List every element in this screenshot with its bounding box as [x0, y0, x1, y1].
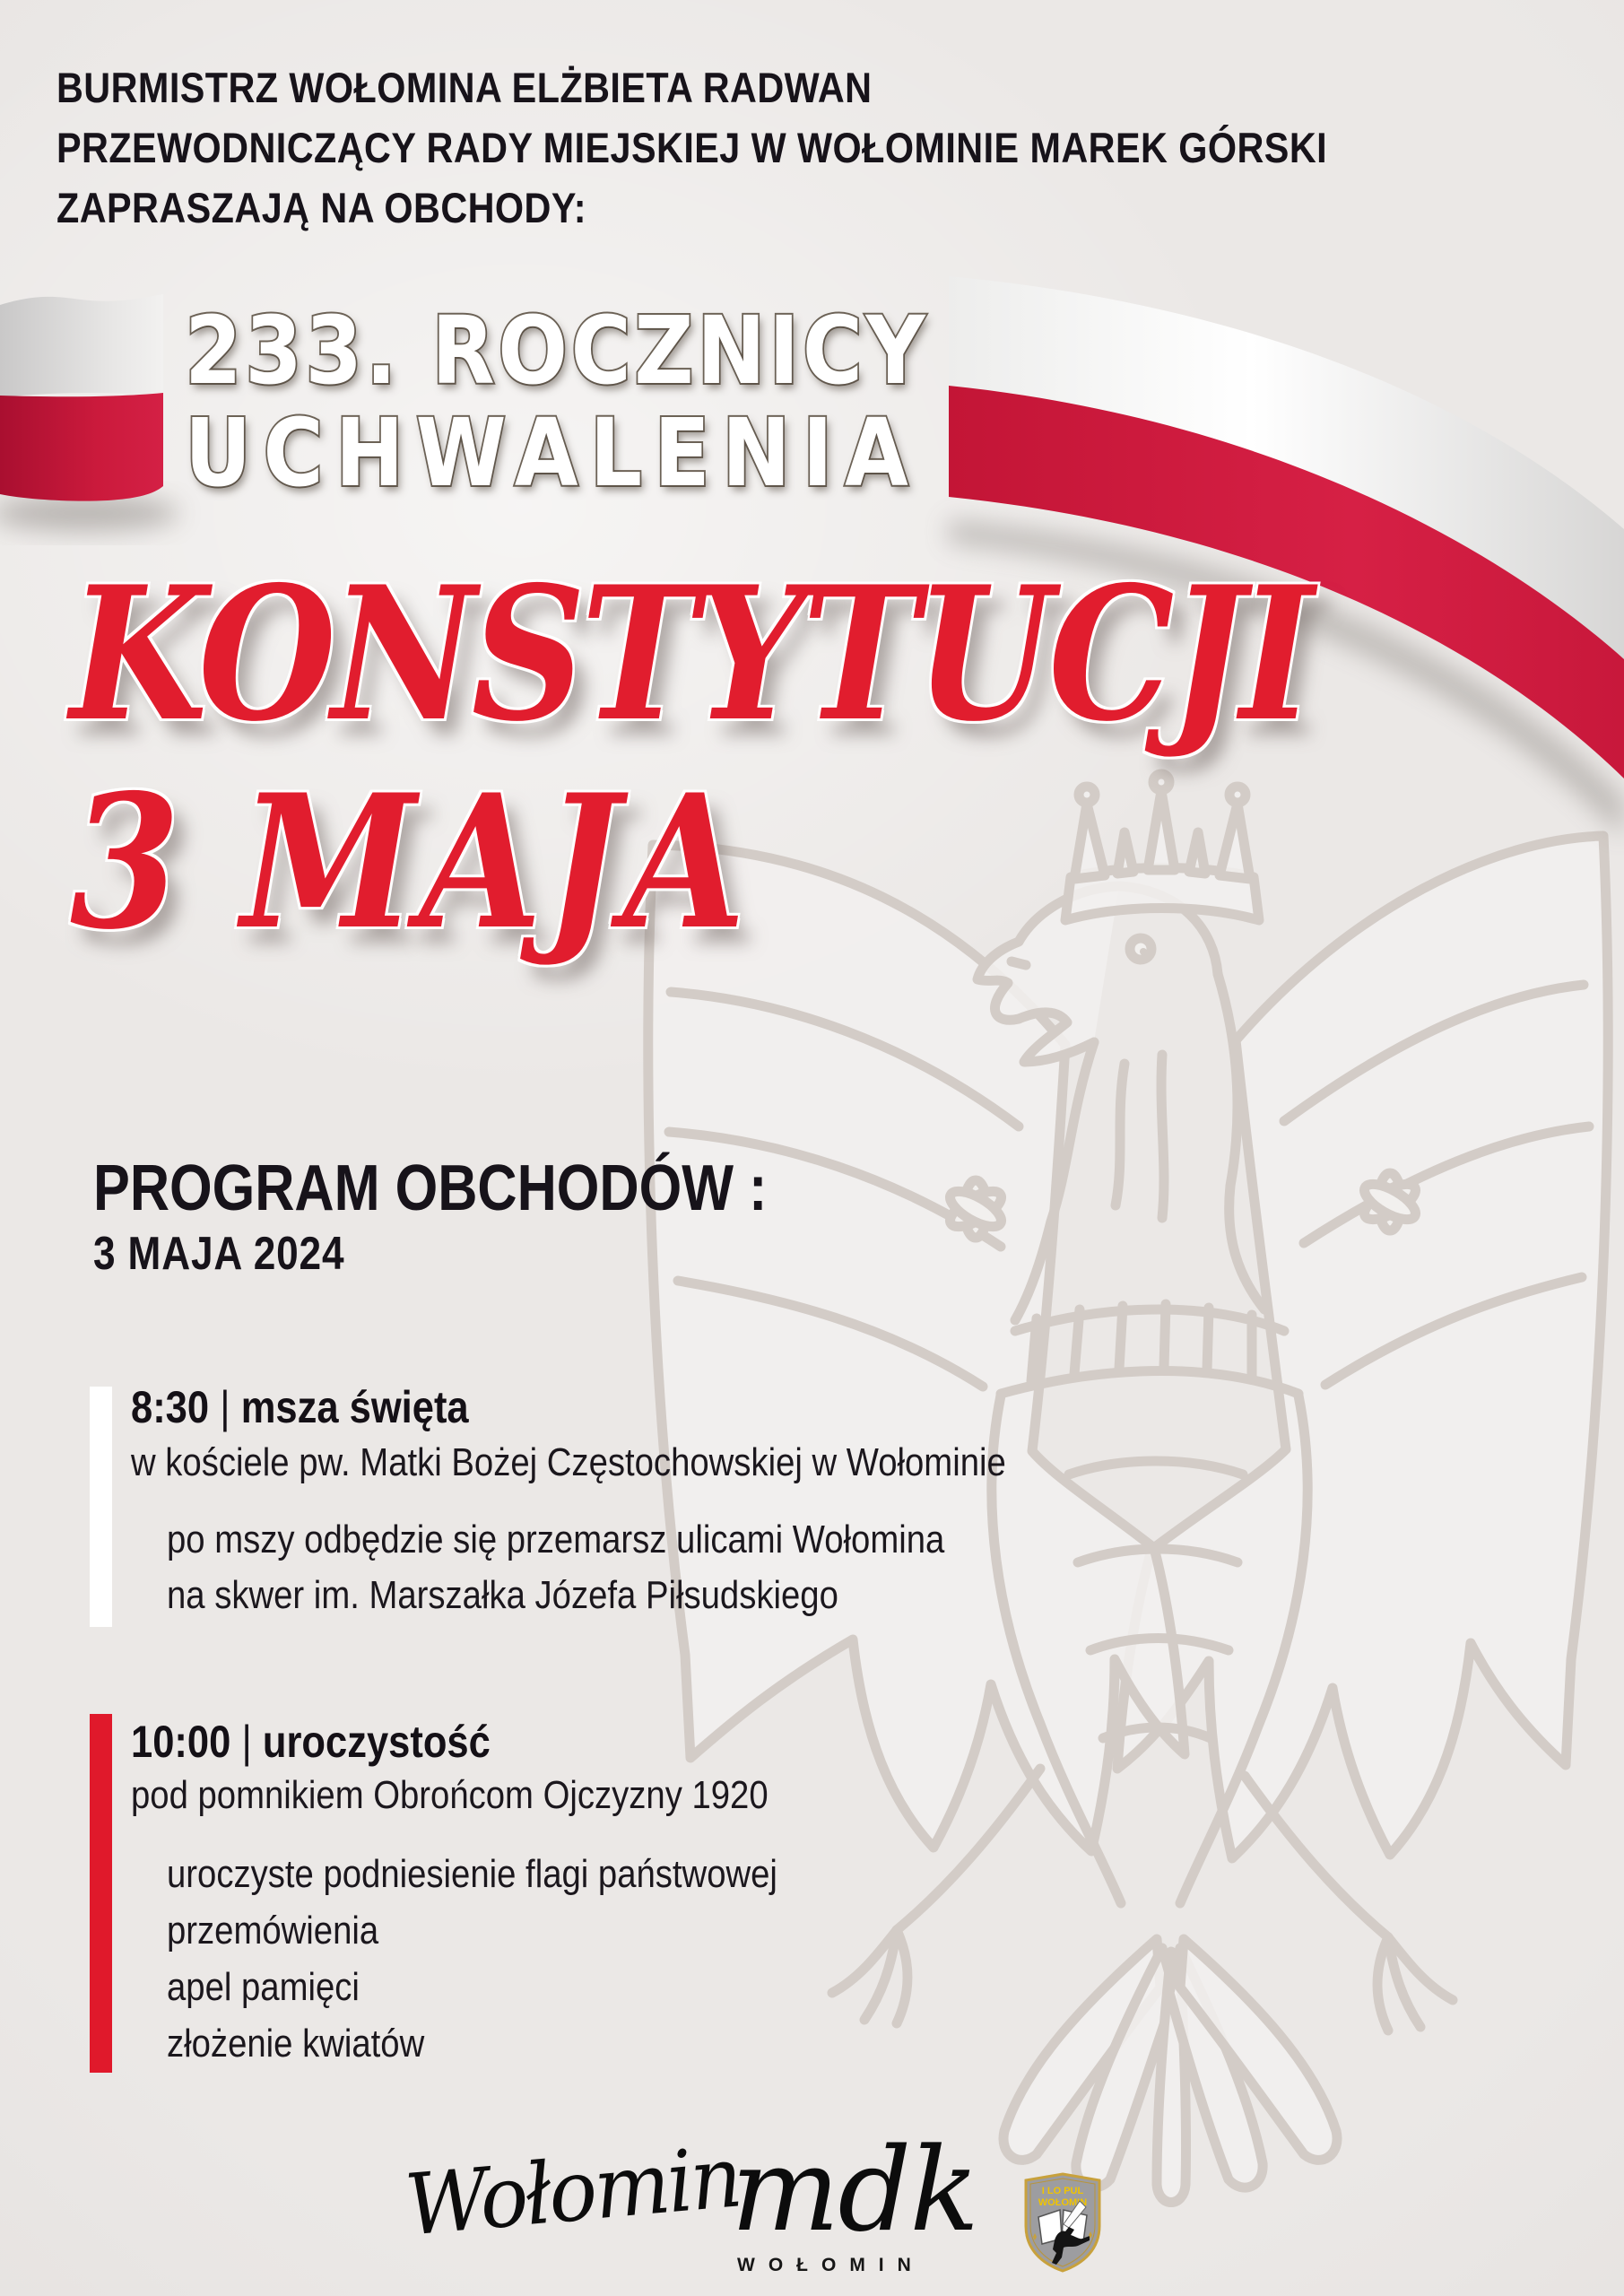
invitation-line: BURMISTRZ WOŁOMINA ELŻBIETA RADWAN [56, 64, 873, 111]
program-date: 3 MAJA 2024 [93, 1228, 345, 1280]
event-1-name: msza święta [240, 1382, 469, 1432]
anniversary-line-1: 233. ROCZNICY [185, 296, 929, 405]
mdk-logo-script: mdk [731, 2124, 977, 2257]
event-1-location: w kościele pw. Matki Bożej Częstochowskiej w Wołominie [131, 1440, 1006, 1484]
event-accent-bar-white [90, 1387, 112, 1627]
event-2-detail: przemówienia [167, 1909, 379, 1952]
event-1-separator: | [220, 1382, 230, 1432]
event-1-detail: po mszy odbędzie się przemarsz ulicami Wołomina [167, 1518, 945, 1561]
event-accent-bar-red [90, 1714, 112, 2073]
title-3-maja: 3 MAJA [70, 755, 749, 970]
event-2-detail: apel pamięci [167, 1965, 360, 2009]
invitation-line: PRZEWODNICZĄCY RADY MIEJSKIEJ W WOŁOMINIE MAREK GÓRSKI [56, 124, 1328, 171]
wolomin-signature-logo: Wołomin [402, 2128, 744, 2256]
event-2-detail: złożenie kwiatów [167, 2022, 425, 2066]
title-konstytucji: KONSTYTUCJI [70, 547, 1309, 762]
event-2-location: pod pomnikiem Obrońcom Ojczyzny 1920 [131, 1773, 769, 1817]
badge-text-line2: WOŁOMIN [1038, 2197, 1088, 2208]
mdk-logo-subtext: WOŁOMIN [737, 2255, 925, 2275]
anniversary-line-2: UCHWALENIA [185, 398, 921, 508]
event-2-separator: | [241, 1717, 252, 1767]
event-2-detail: uroczyste podniesienie flagi państwowej [167, 1852, 777, 1896]
event-1-detail: na skwer im. Marszałka Józefa Piłsudskiego [167, 1573, 838, 1617]
event-2-time: 10:00 [131, 1717, 231, 1767]
event-1-heading [131, 1381, 469, 1433]
school-badge-logo [1019, 2170, 1107, 2274]
invitation-block [56, 57, 1327, 238]
event-2-name: uroczystość [262, 1717, 491, 1767]
badge-text-line1: I LO PUL [1041, 2186, 1084, 2196]
event-1-time: 8:30 [131, 1382, 210, 1432]
event-2-heading [131, 1716, 491, 1768]
program-heading: PROGRAM OBCHODÓW : [93, 1152, 768, 1224]
invitation-line: ZAPRASZAJĄ NA OBCHODY: [56, 184, 587, 231]
